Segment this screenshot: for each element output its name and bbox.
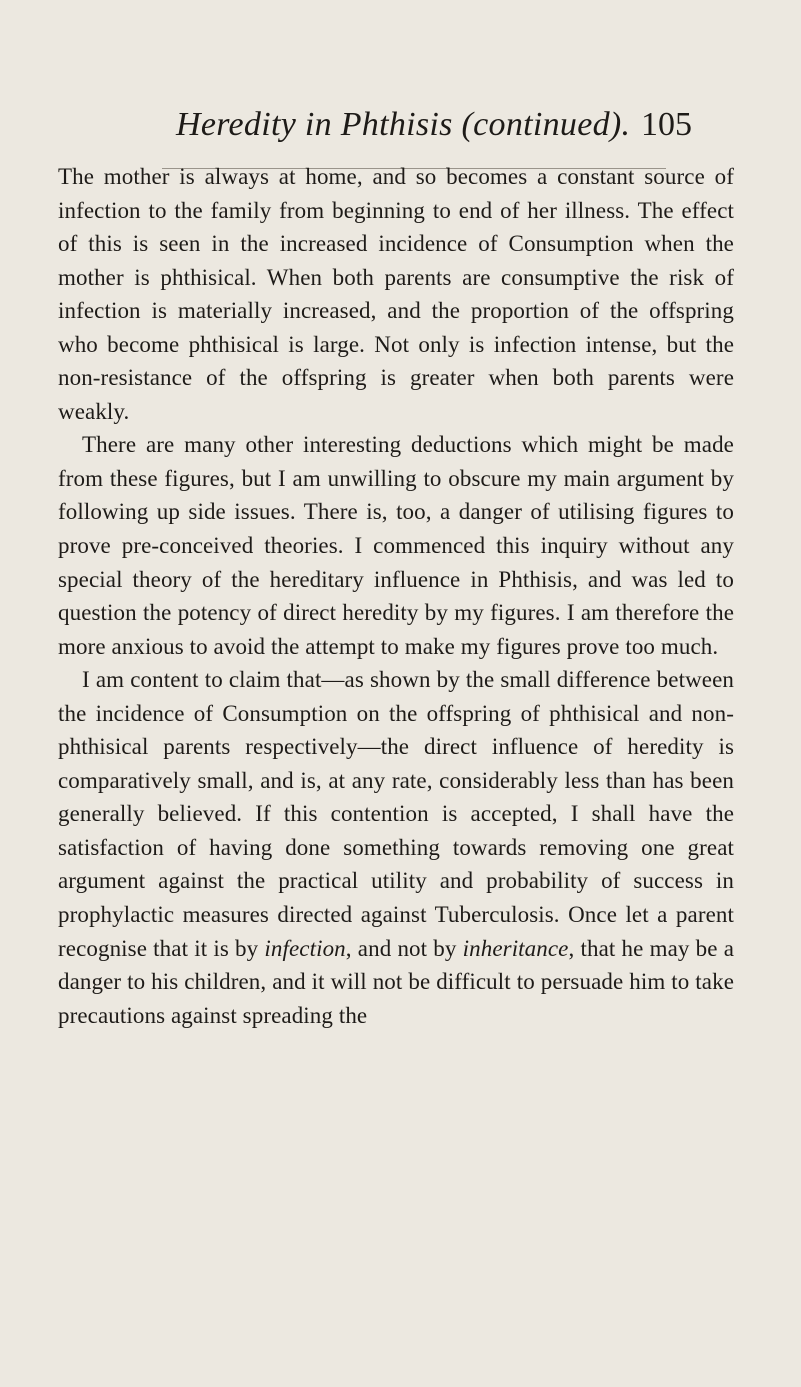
running-title: Heredity in Phthisis (continued). [176,106,631,143]
body-text [58,160,734,1032]
paragraph-3-text-a: I am content to claim that—as shown by the small difference between the incidence of Consumption on the offspring of phthisical and non-phthisical parents respectively—the direct influence of heredity is comparatively small, and is, at any rate, considerably less than has been generally believed. If this contention is accepted, I shall have the satisfaction of having done something towards removing one great argument against the practical utility and probability of success in prophylactic measures directed against Tuberculosis. Once let a parent recognise that it is by [58,667,734,961]
emphasis-infection: infection [264,935,346,961]
emphasis-inheritance: inheritance [462,935,569,961]
page-number: 105 [641,106,692,143]
paragraph-1: The mother is always at home, and so becomes a constant source of infection to the family from beginning to end of her illness. The effect of this is seen in the increased incidence of Consumption when the mother is phthisical. When both parents are consumptive the risk of infection is materially increased, and the proportion of the offspring who become phthisical is large. Not only is infection intense, but the non-resistance of the offspring is greater when both parents were weakly. [58,164,734,424]
paragraph-3 [58,663,734,1032]
page-header [0,96,801,156]
paragraph-3-text-c: , that he may be a danger to his children, and it will not be difficult to persuade him to take precautions against spreading the [58,935,735,1028]
paragraph-2: There are many other interesting deductions which might be made from these figures, but I am unwilling to obscure my main argument by following up side issues. There is, too, a danger of utilising figures to prove pre-conceived theories. I commenced this inquiry without any special theory of the hereditary influence in Phthisis, and was led to question the potency of direct heredity by my figures. I am therefore the more anxious to avoid the attempt to make my figures prove too much. [58,432,734,659]
paragraph-3-text-b: , and not by [345,935,463,961]
